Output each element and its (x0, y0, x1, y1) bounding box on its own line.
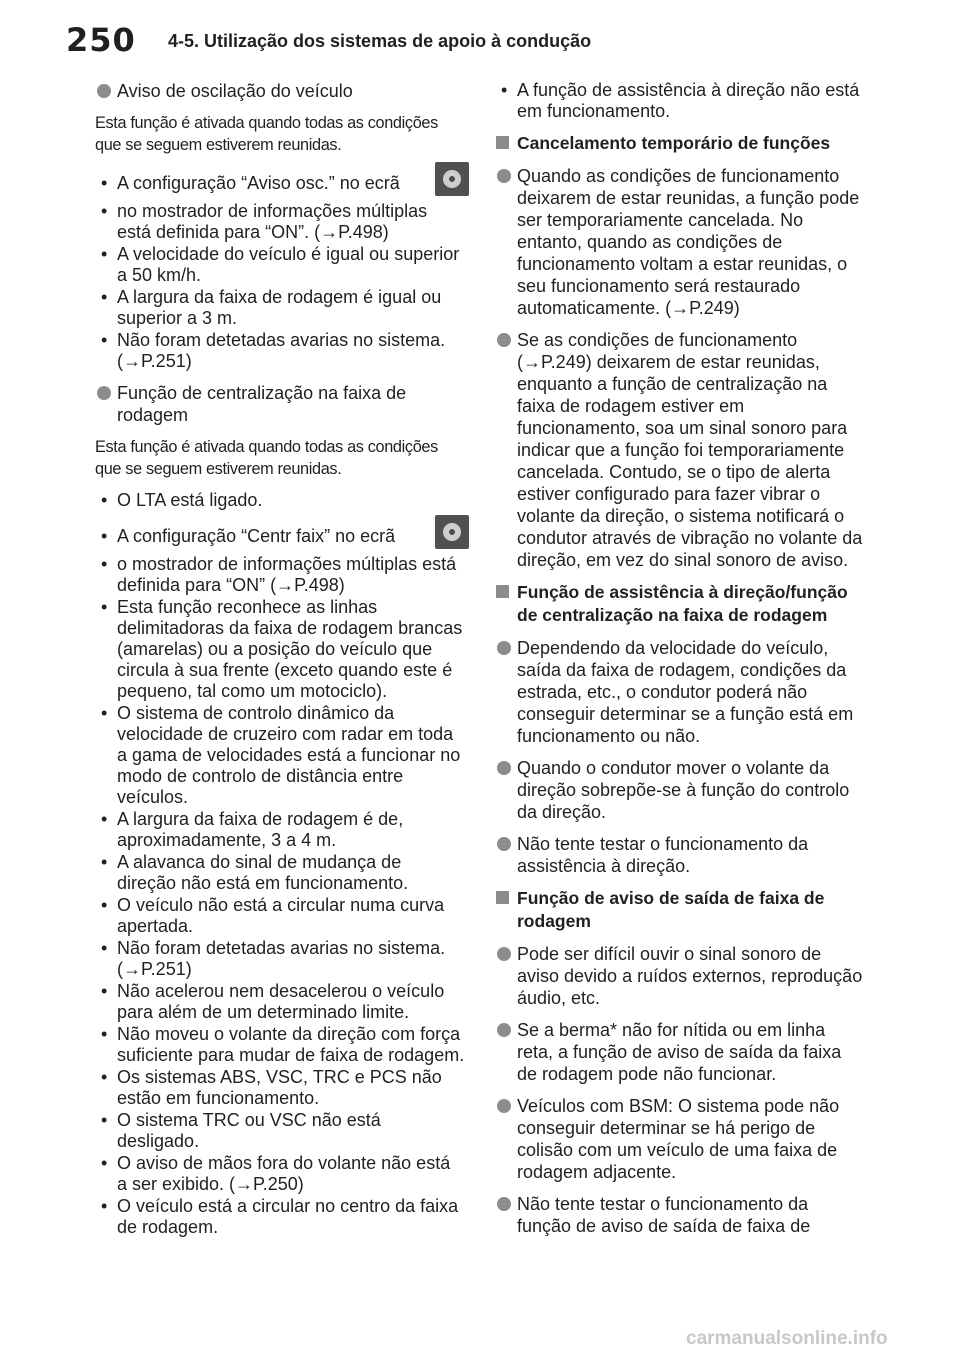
subsection-heading: Cancelamento temporário de funções (495, 132, 865, 155)
list-item-continued: • o mostrador de informações múltiplas está definida para “ON” (→P.498) (95, 554, 465, 596)
bullet-paragraph: Não tente testar o funcionamento da assistência à direção. (495, 833, 865, 877)
bullet-paragraph: Dependendo da velocidade do veículo, saída da faixa de rodagem, condições da estrada, etc., o condutor poderá não conseguir determinar se a função está em funcionamento ou não. (495, 637, 865, 747)
list-item-continued: • no mostrador de informações múltiplas está definida para “ON”. (→P.498) (95, 201, 465, 243)
bullet-paragraph: Veículos com BSM: O sistema pode não conseguir determinar se há perigo de colisão com um veículo de uma faixa de rodagem adjacente. (495, 1095, 865, 1183)
bullet-paragraph: Não tente testar o funcionamento da função de aviso de saída de faixa de (495, 1193, 865, 1237)
list-item: • A alavanca do sinal de mudança de direção não está em funcionamento. (95, 852, 465, 894)
list-item: • Não moveu o volante da direção com força suficiente para mudar de faixa de rodagem. (95, 1024, 465, 1066)
list-item: • A função de assistência à direção não está em funcionamento. (495, 80, 865, 122)
list-item: • O veículo não está a circular numa curva apertada. (95, 895, 465, 937)
list-item: • A configuração “Aviso osc.” no ecrã (95, 166, 465, 200)
section-note: Esta função é ativada quando todas as condições que se seguem estiverem reunidas. (95, 438, 438, 478)
list-item: • A configuração “Centr faix” no ecrã (95, 519, 465, 553)
right-column (495, 80, 865, 1247)
page-header (0, 0, 960, 80)
list-item: • Não foram detetadas avarias no sistema. (→P.251) (95, 938, 465, 980)
bullet-paragraph: Pode ser difícil ouvir o sinal sonoro de aviso devido a ruídos externos, reprodução áudio, etc. (495, 943, 865, 1009)
section-heading: Função de centralização na faixa de rodagem (95, 382, 465, 426)
subsection-heading: Função de aviso de saída de faixa de rodagem (495, 887, 865, 933)
list-item: • A velocidade do veículo é igual ou superior a 50 km/h. (95, 244, 465, 286)
list-item: • Esta função reconhece as linhas delimitadoras da faixa de rodagem brancas (amarelas) ou a posição do veículo que circula à sua frente (exceto quando este é pequeno, tal como um motociclo). (95, 597, 465, 702)
bullet-paragraph: Se a berma* não for nítida ou em linha reta, a função de aviso de saída da faixa de rodagem pode não funcionar. (495, 1019, 865, 1085)
list-item: • O veículo está a circular no centro da faixa de rodagem. (95, 1196, 465, 1238)
section-heading: Aviso de oscilação do veículo (95, 80, 465, 102)
list-item: • A largura da faixa de rodagem é igual ou superior a 3 m. (95, 287, 465, 329)
bullet-paragraph: Quando as condições de funcionamento deixarem de estar reunidas, a função pode ser temporariamente cancelada. No entanto, quando as condições de funcionamento voltam a estar reunidas, o seu funcionamento será restaurado automaticamente. (→P.249) (495, 165, 865, 319)
watermark-text: carmanualsonline.info (686, 1328, 888, 1349)
list-item: • O sistema TRC ou VSC não está desligado. (95, 1110, 465, 1152)
list-item: • A largura da faixa de rodagem é de, aproximadamente, 3 a 4 m. (95, 809, 465, 851)
list-item: • O sistema de controlo dinâmico da velocidade de cruzeiro com radar em toda a gama de velocidades está a funcionar no modo de controlo de distância entre veículos. (95, 703, 465, 808)
section-note: Esta função é ativada quando todas as condições que se seguem estiverem reunidas. (95, 114, 438, 154)
settings-gear-icon (435, 515, 469, 549)
list-item: • O LTA está ligado. (95, 490, 465, 511)
settings-gear-icon (435, 162, 469, 196)
bullet-paragraph: Quando o condutor mover o volante da direção sobrepõe-se à função do controlo da direção. (495, 757, 865, 823)
chapter-title: 4-5. Utilização dos sistemas de apoio à condução (168, 31, 592, 51)
list-item: • O aviso de mãos fora do volante não está a ser exibido. (→P.250) (95, 1153, 465, 1195)
page-number: 250 (66, 21, 136, 59)
left-column (95, 80, 465, 1239)
subsection-heading: Função de assistência à direção/função de centralização na faixa de rodagem (495, 581, 865, 627)
list-item: • Os sistemas ABS, VSC, TRC e PCS não estão em funcionamento. (95, 1067, 465, 1109)
bullet-paragraph: Se as condições de funcionamento (→P.249) deixarem de estar reunidas, enquanto a função de centralização na faixa de rodagem estiver em funcionamento, soa um sinal sonoro para indicar que a função foi temporariamente cancelada. Contudo, se o tipo de alerta estiver configurado para fazer vibrar o volante da direção, o sistema notificará o condutor através de vibração no volante da direção, em vez do sinal sonoro de aviso. (495, 329, 865, 571)
list-item: • Não acelerou nem desacelerou o veículo para além de um determinado limite. (95, 981, 465, 1023)
list-item: • Não foram detetadas avarias no sistema. (→P.251) (95, 330, 465, 372)
